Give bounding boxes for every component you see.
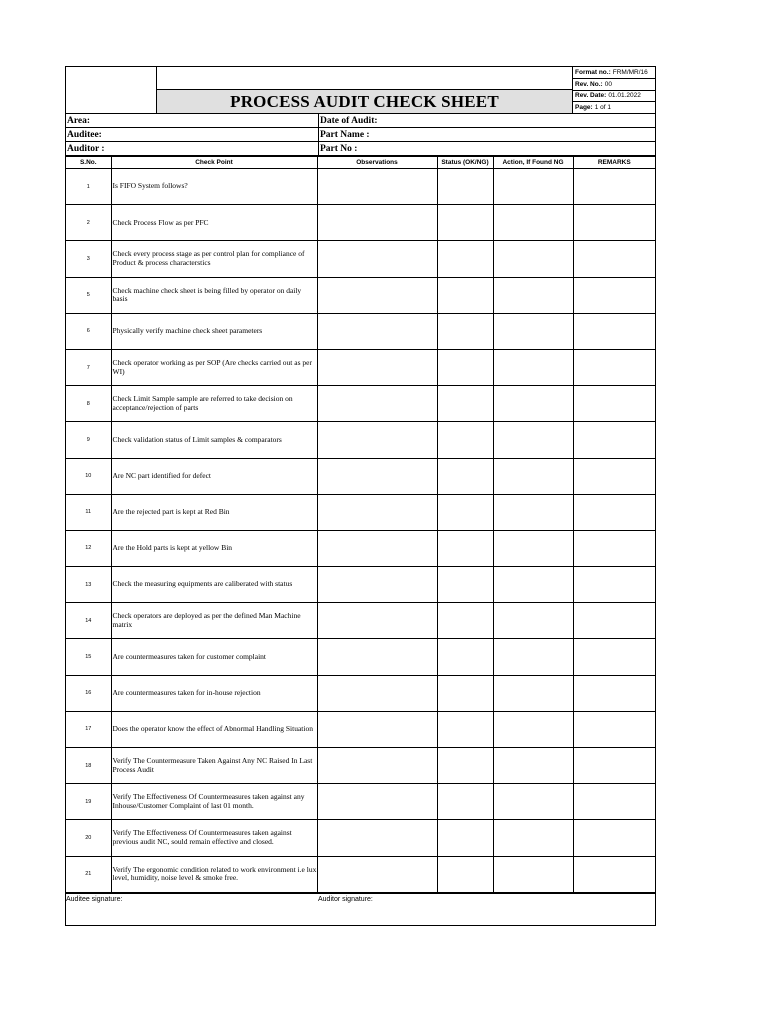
table-row: [66, 675, 655, 711]
row-action-cell[interactable]: [493, 711, 573, 747]
row-status-cell[interactable]: [437, 639, 493, 675]
row-action-cell[interactable]: [493, 675, 573, 711]
row-sno: 12: [66, 530, 111, 566]
row-remarks-cell[interactable]: [573, 639, 655, 675]
format-no: [573, 67, 655, 79]
row-remarks-cell[interactable]: [573, 748, 655, 784]
row-status-cell[interactable]: [437, 856, 493, 892]
table-row: [66, 458, 655, 494]
row-status-cell[interactable]: [437, 675, 493, 711]
row-observations-cell[interactable]: [317, 639, 437, 675]
row-check-point: Check Process Flow as per PFC: [111, 205, 317, 241]
col-action-header: Action, If Found NG: [493, 157, 573, 169]
row-remarks-cell[interactable]: [573, 241, 655, 277]
row-check-point: Verify The ergonomic condition related to work environment i.e lux level, humidity, noise level & smoke free.: [111, 856, 317, 892]
row-action-cell[interactable]: [493, 856, 573, 892]
row-status-cell[interactable]: [437, 711, 493, 747]
row-sno: 19: [66, 784, 111, 820]
row-sno: 10: [66, 458, 111, 494]
title-area: [157, 67, 573, 113]
row-status-cell[interactable]: [437, 386, 493, 422]
table-row: [66, 277, 655, 313]
row-action-cell[interactable]: [493, 277, 573, 313]
auditor-field[interactable]: Auditor :: [66, 142, 319, 155]
row-observations-cell[interactable]: [317, 784, 437, 820]
row-sno: 5: [66, 277, 111, 313]
row-action-cell[interactable]: [493, 386, 573, 422]
row-sno: 7: [66, 349, 111, 385]
checkpoint-table: [66, 156, 655, 893]
row-check-point: Verify The Countermeasure Taken Against Any NC Raised In Last Process Audit: [111, 748, 317, 784]
row-check-point: Check machine check sheet is being filled by operator on daily basis: [111, 277, 317, 313]
row-action-cell[interactable]: [493, 748, 573, 784]
row-remarks-cell[interactable]: [573, 386, 655, 422]
row-check-point: Are NC part identified for defect: [111, 458, 317, 494]
table-row: [66, 856, 655, 892]
rev-date-value: 01.01.2022: [608, 92, 641, 100]
row-remarks-cell[interactable]: [573, 567, 655, 603]
row-status-cell[interactable]: [437, 241, 493, 277]
row-remarks-cell[interactable]: [573, 856, 655, 892]
row-sno: 6: [66, 313, 111, 349]
auditor-signature[interactable]: Auditor signature:: [318, 895, 373, 903]
table-row: [66, 422, 655, 458]
row-sno: 14: [66, 603, 111, 639]
row-action-cell[interactable]: [493, 169, 573, 205]
row-observations-cell[interactable]: [317, 603, 437, 639]
table-row: [66, 169, 655, 205]
row-remarks-cell[interactable]: [573, 169, 655, 205]
row-remarks-cell[interactable]: [573, 205, 655, 241]
table-row: [66, 530, 655, 566]
row-sno: 18: [66, 748, 111, 784]
row-action-cell[interactable]: [493, 784, 573, 820]
row-status-cell[interactable]: [437, 205, 493, 241]
row-status-cell[interactable]: [437, 494, 493, 530]
row-action-cell[interactable]: [493, 494, 573, 530]
row-action-cell[interactable]: [493, 458, 573, 494]
auditee-field[interactable]: Auditee:: [66, 128, 319, 141]
rev-no-value: 00: [604, 80, 612, 88]
row-action-cell[interactable]: [493, 530, 573, 566]
row-remarks-cell[interactable]: [573, 784, 655, 820]
row-observations-cell[interactable]: [317, 675, 437, 711]
row-status-cell[interactable]: [437, 422, 493, 458]
part-no-field[interactable]: Part No :: [320, 143, 358, 154]
table-row: [66, 784, 655, 820]
audit-check-sheet: [65, 66, 656, 926]
row-sno: 9: [66, 422, 111, 458]
page-value: 1 of 1: [594, 104, 611, 112]
table-row: [66, 603, 655, 639]
row-sno: 13: [66, 567, 111, 603]
row-observations-cell[interactable]: [317, 169, 437, 205]
row-status-cell[interactable]: [437, 784, 493, 820]
info-row-area: [66, 114, 655, 128]
row-check-point: Are the rejected part is kept at Red Bin: [111, 494, 317, 530]
row-check-point: Are countermeasures taken for customer complaint: [111, 639, 317, 675]
row-observations-cell[interactable]: [317, 567, 437, 603]
row-observations-cell[interactable]: [317, 856, 437, 892]
signature-row: [66, 893, 655, 925]
row-observations-cell[interactable]: [317, 458, 437, 494]
row-observations-cell[interactable]: [317, 277, 437, 313]
table-row: [66, 349, 655, 385]
row-observations-cell[interactable]: [317, 386, 437, 422]
row-status-cell[interactable]: [437, 349, 493, 385]
row-status-cell[interactable]: [437, 169, 493, 205]
row-status-cell[interactable]: [437, 748, 493, 784]
row-observations-cell[interactable]: [317, 530, 437, 566]
row-remarks-cell[interactable]: [573, 422, 655, 458]
row-action-cell[interactable]: [493, 422, 573, 458]
row-sno: 17: [66, 711, 111, 747]
row-action-cell[interactable]: [493, 603, 573, 639]
page-label: Page:: [575, 104, 593, 112]
row-observations-cell[interactable]: [317, 241, 437, 277]
page-title: PROCESS AUDIT CHECK SHEET: [157, 90, 572, 113]
row-action-cell[interactable]: [493, 313, 573, 349]
row-remarks-cell[interactable]: [573, 711, 655, 747]
table-row: [66, 748, 655, 784]
row-check-point: Check the measuring equipments are caliberated with status: [111, 567, 317, 603]
row-remarks-cell[interactable]: [573, 458, 655, 494]
row-status-cell[interactable]: [437, 820, 493, 856]
row-action-cell[interactable]: [493, 349, 573, 385]
table-body: [66, 169, 655, 893]
row-observations-cell[interactable]: [317, 313, 437, 349]
rev-no: [573, 79, 655, 91]
table-row: [66, 386, 655, 422]
row-action-cell[interactable]: [493, 241, 573, 277]
row-check-point: Does the operator know the effect of Abnormal Handling Situation: [111, 711, 317, 747]
col-observations-header: Observations: [317, 157, 437, 169]
title-top-cell: [157, 67, 572, 90]
row-observations-cell[interactable]: [317, 422, 437, 458]
table-row: [66, 494, 655, 530]
table-row: [66, 711, 655, 747]
table-row: [66, 820, 655, 856]
rev-date-label: Rev. Date:: [575, 92, 607, 100]
row-action-cell[interactable]: [493, 205, 573, 241]
row-remarks-cell[interactable]: [573, 820, 655, 856]
page-number: [573, 102, 655, 113]
info-row-auditor: [66, 142, 655, 156]
table-row: [66, 205, 655, 241]
row-sno: 21: [66, 856, 111, 892]
row-check-point: Verify The Effectiveness Of Countermeasures taken against any Inhouse/Customer Complaint of last 01 month.: [111, 784, 317, 820]
row-observations-cell[interactable]: [317, 349, 437, 385]
row-check-point: Check operator working as per SOP (Are checks carried out as per WI): [111, 349, 317, 385]
col-check-point-header: Check Point: [111, 157, 317, 169]
rev-no-label: Rev. No.:: [575, 80, 603, 88]
row-check-point: Check validation status of Limit samples & comparators: [111, 422, 317, 458]
row-check-point: Check operators are deployed as per the defined Man Machine matrix: [111, 603, 317, 639]
logo-cell: [66, 67, 157, 113]
col-remarks-header: REMARKS: [573, 157, 655, 169]
area-field[interactable]: Area:: [66, 114, 319, 127]
row-remarks-cell[interactable]: [573, 675, 655, 711]
auditee-signature[interactable]: Auditee signature:: [66, 895, 123, 903]
row-sno: 3: [66, 241, 111, 277]
row-status-cell[interactable]: [437, 313, 493, 349]
row-check-point: Check every process stage as per control plan for compliance of Product & process characterstics: [111, 241, 317, 277]
row-sno: 8: [66, 386, 111, 422]
row-remarks-cell[interactable]: [573, 494, 655, 530]
row-sno: 16: [66, 675, 111, 711]
row-remarks-cell[interactable]: [573, 313, 655, 349]
row-sno: 15: [66, 639, 111, 675]
part-name-field[interactable]: Part Name :: [320, 129, 370, 140]
row-sno: 2: [66, 205, 111, 241]
row-sno: 20: [66, 820, 111, 856]
row-remarks-cell[interactable]: [573, 349, 655, 385]
row-observations-cell[interactable]: [317, 820, 437, 856]
table-row: [66, 313, 655, 349]
row-check-point: Physically verify machine check sheet parameters: [111, 313, 317, 349]
format-value: FRM/MR/16: [612, 68, 648, 76]
row-observations-cell[interactable]: [317, 711, 437, 747]
row-status-cell[interactable]: [437, 567, 493, 603]
row-check-point: Check Limit Sample sample are referred to take decision on acceptance/rejection of parts: [111, 386, 317, 422]
table-row: [66, 639, 655, 675]
sheet-header: [66, 67, 655, 114]
row-check-point: Are the Hold parts is kept at yellow Bin: [111, 530, 317, 566]
row-status-cell[interactable]: [437, 458, 493, 494]
col-status-header: Status (OK/NG): [437, 157, 493, 169]
col-sno-header: S.No.: [66, 157, 111, 169]
rev-date: [573, 91, 655, 103]
row-status-cell[interactable]: [437, 530, 493, 566]
row-action-cell[interactable]: [493, 567, 573, 603]
row-observations-cell[interactable]: [317, 494, 437, 530]
info-row-auditee: [66, 128, 655, 142]
document-meta: [573, 67, 655, 113]
row-remarks-cell[interactable]: [573, 277, 655, 313]
table-row: [66, 567, 655, 603]
row-observations-cell[interactable]: [317, 748, 437, 784]
row-sno: 1: [66, 169, 111, 205]
row-status-cell[interactable]: [437, 603, 493, 639]
table-header-row: [66, 157, 655, 169]
row-sno: 11: [66, 494, 111, 530]
row-observations-cell[interactable]: [317, 205, 437, 241]
row-check-point: Are countermeasures taken for in-house rejection: [111, 675, 317, 711]
table-row: [66, 241, 655, 277]
row-action-cell[interactable]: [493, 820, 573, 856]
row-check-point: Verify The Effectiveness Of Countermeasures taken against previous audit NC, sould remain effective and closed.: [111, 820, 317, 856]
row-remarks-cell[interactable]: [573, 530, 655, 566]
row-check-point: Is FIFO System follows?: [111, 169, 317, 205]
format-label: Format no.:: [575, 68, 611, 76]
date-of-audit-field[interactable]: Date of Audit:: [320, 115, 378, 126]
row-status-cell[interactable]: [437, 277, 493, 313]
row-remarks-cell[interactable]: [573, 603, 655, 639]
row-action-cell[interactable]: [493, 639, 573, 675]
